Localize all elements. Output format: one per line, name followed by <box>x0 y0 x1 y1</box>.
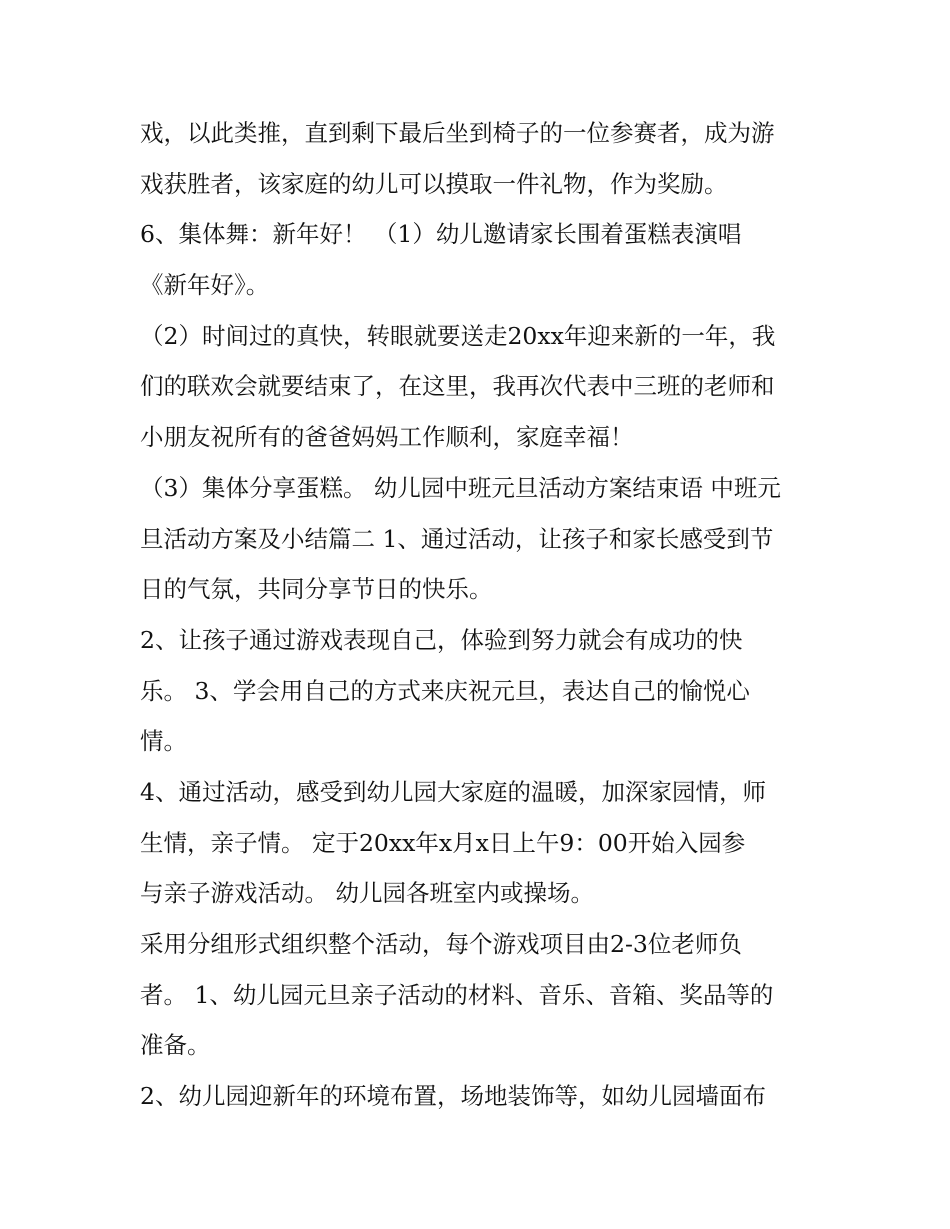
text-line: 2、幼儿园迎新年的环境布置，场地装饰等，如幼儿园墙面布 <box>140 1082 766 1111</box>
text-line: 乐。 3、学会用自己的方式来庆祝元旦，表达自己的愉悦心 <box>140 676 750 705</box>
text-line: 4、通过活动，感受到幼儿园大家庭的温暖，加深家园情，师 <box>140 777 766 806</box>
text-line: 小朋友祝所有的爸爸妈妈工作顺利，家庭幸福！ <box>140 423 634 452</box>
text-line: 2、让孩子通过游戏表现自己，体验到努力就会有成功的快 <box>140 625 743 654</box>
text-line: 生情，亲子情。 定于20xx年x月x日上午9：00开始入园参 <box>140 828 746 857</box>
text-line: 戏获胜者，该家庭的幼儿可以摸取一件礼物，作为奖励。 <box>140 169 728 198</box>
text-line: 们的联欢会就要结束了，在这里，我再次代表中三班的老师和 <box>140 372 775 401</box>
text-line: 6、集体舞：新年好！ （1）幼儿邀请家长围着蛋糕表演唱 <box>140 220 742 249</box>
text-line: 旦活动方案及小结篇二 1、通过活动，让孩子和家长感受到节 <box>140 524 774 553</box>
text-line: （2）时间过的真快，转眼就要送走20xx年迎来新的一年，我 <box>140 321 776 350</box>
text-line: 戏，以此类推，直到剩下最后坐到椅子的一位参赛者，成为游 <box>140 119 775 147</box>
text-line: 采用分组形式组织整个活动，每个游戏项目由2-3位老师负 <box>140 930 742 958</box>
text-line: 情。 <box>140 727 187 756</box>
text-line: （3）集体分享蛋糕。 幼儿园中班元旦活动方案结束语 中班元 <box>140 473 781 502</box>
text-line: 与亲子游戏活动。 幼儿园各班室内或操场。 <box>140 879 594 908</box>
text-line: 者。 1、幼儿园元旦亲子活动的材料、音乐、音箱、奖品等的 <box>140 980 774 1009</box>
body-text <box>140 108 830 1122</box>
text-line: 准备。 <box>140 1031 211 1060</box>
text-line: 《新年好》。 <box>140 271 270 300</box>
text-line: 日的气氛，共同分享节日的快乐。 <box>140 575 493 604</box>
